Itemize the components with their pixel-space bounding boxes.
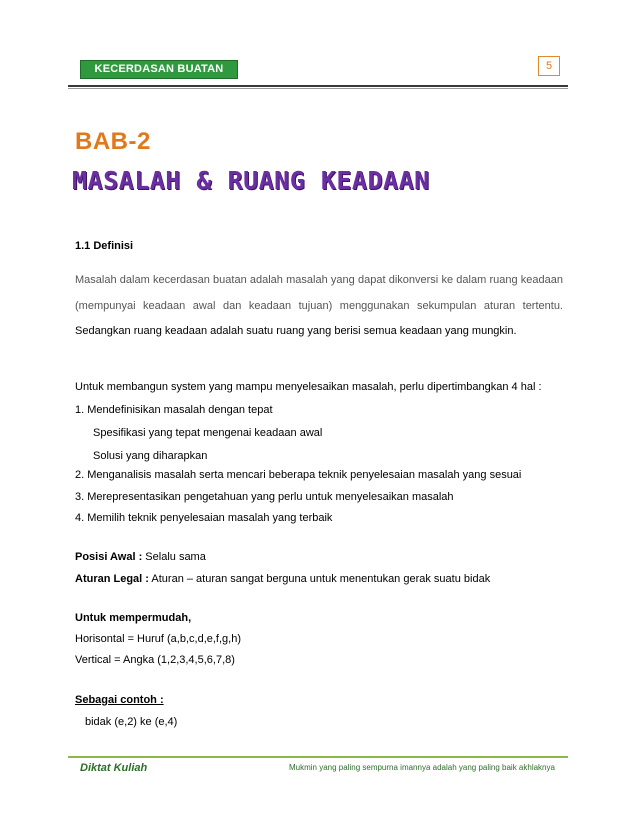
contoh-heading: Sebagai contoh : xyxy=(75,694,164,706)
list-item: 4. Memilih teknik penyelesaian masalah yang terbaik xyxy=(75,512,333,524)
footer-left: Diktat Kuliah xyxy=(80,762,148,774)
vertical-line: Vertical = Angka (1,2,3,4,5,6,7,8) xyxy=(75,654,235,666)
aturan-legal-label: Aturan Legal : xyxy=(75,573,149,585)
page-number: 5 xyxy=(538,56,560,76)
list-item: 2. Menganalisis masalah serta mencari beberapa teknik penyelesaian masalah yang sesuai xyxy=(75,469,522,481)
aturan-legal-value: Aturan – aturan sangat berguna untuk menentukan gerak suatu bidak xyxy=(148,573,491,585)
footer-rule xyxy=(68,756,568,758)
intro-text: Untuk membangun system yang mampu menyelesaikan masalah, perlu dipertimbangkan 4 hal : xyxy=(75,381,542,393)
chapter-title: MASALAH & RUANG KEADAAN xyxy=(72,166,430,195)
posisi-awal-label: Posisi Awal : xyxy=(75,551,143,563)
list-item: 1. Mendefinisikan masalah dengan tepat xyxy=(75,404,273,416)
section-heading: 1.1 Definisi xyxy=(75,240,134,252)
definition-paragraph xyxy=(75,268,563,345)
contoh-line: bidak (e,2) ke (e,4) xyxy=(85,716,178,728)
definition-part2: Sedangkan ruang keadaan adalah suatu ruang yang berisi semua keadaan yang mungkin. xyxy=(75,325,517,337)
posisi-awal-row xyxy=(75,551,206,563)
list-subitem: Spesifikasi yang tepat mengenai keadaan awal xyxy=(93,427,323,439)
posisi-awal-value: Selalu sama xyxy=(142,551,206,563)
list-item: 3. Merepresentasikan pengetahuan yang perlu untuk menyelesaikan masalah xyxy=(75,491,454,503)
horizontal-line: Horisontal = Huruf (a,b,c,d,e,f,g,h) xyxy=(75,633,241,645)
footer-right: Mukmin yang paling sempurna imannya adalah yang paling baik akhlaknya xyxy=(289,763,555,772)
aturan-legal-row xyxy=(75,573,490,585)
header-rule-thin xyxy=(68,88,568,89)
list-subitem: Solusi yang diharapkan xyxy=(93,450,208,462)
header-badge: KECERDASAN BUATAN xyxy=(80,60,238,79)
chapter-label: BAB-2 xyxy=(75,128,151,155)
header-rule xyxy=(68,85,568,87)
definition-part1: Masalah dalam kecerdasan buatan adalah masalah yang dapat dikonversi ke dalam ruang keadaan (mempunyai keadaan awal dan keadaan tujuan) menggunakan sekumpulan aturan tertentu. xyxy=(75,274,563,312)
mempermudah-heading: Untuk mempermudah, xyxy=(75,612,192,624)
